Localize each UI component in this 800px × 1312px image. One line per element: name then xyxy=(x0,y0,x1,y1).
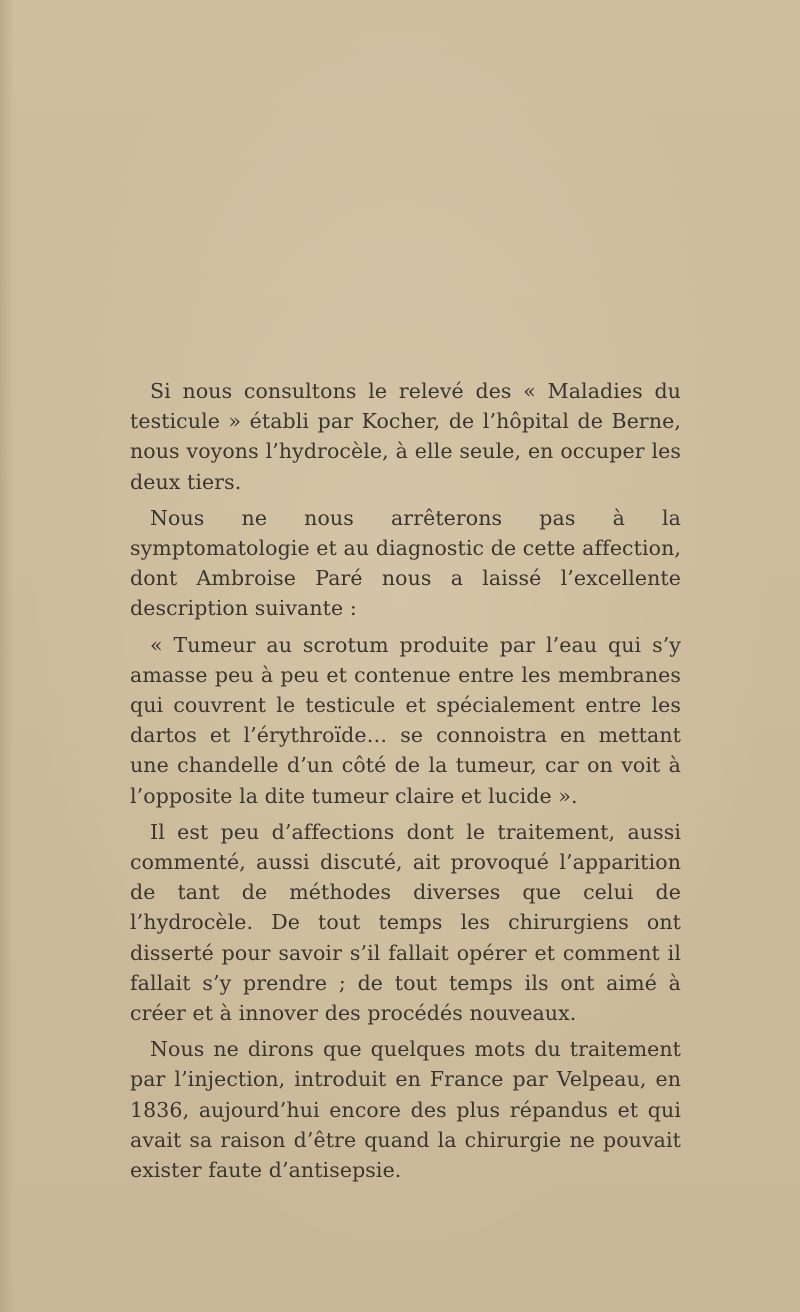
body-text xyxy=(130,376,681,1191)
paragraph-5: Nous ne dirons que quelques mots du traitement par l’injection, introduit en France par Velpeau, en 1836, aujourd’hui encore des plus répandus et qui avait sa raison d’être quand la chirurgie ne pouvait exister faute d’antisepsie. xyxy=(130,1037,681,1183)
paragraph-3-quotation: « Tumeur au scrotum produite par l’eau qui s’y amasse peu à peu et contenue entre les membranes qui couvrent le testicule et spécialement entre les dartos et l’érythroïde… se connoistra en mettant une chandelle d’un côté de la tumeur, car on voit à l’opposite la dite tumeur claire et lucide ». xyxy=(130,632,681,808)
page-gutter-shadow xyxy=(0,0,14,1312)
paragraph-1: Si nous consultons le relevé des « Maladies du testicule » établi par Kocher, de l’hôpital de Berne, nous voyons l’hydrocèle, à elle seule, en occuper les deux tiers. xyxy=(130,379,681,494)
paragraph-2: Nous ne nous arrêterons pas à la symptomatologie et au diagnostic de cette affection, dont Ambroise Paré nous a laissé l’excellente description suivante : xyxy=(130,505,681,621)
paragraph-4: Il est peu d’affections dont le traitement, aussi commenté, aussi discuté, ait provoqué l’apparition de tant de méthodes diverses que celui de l’hydrocèle. De tout temps les chirurgiens ont disserté pour savoir s’il fallait opérer et comment il fallait s’y prendre ; de tout temps ils ont aimé à créer et à innover des procédés nouveaux. xyxy=(130,819,681,1026)
